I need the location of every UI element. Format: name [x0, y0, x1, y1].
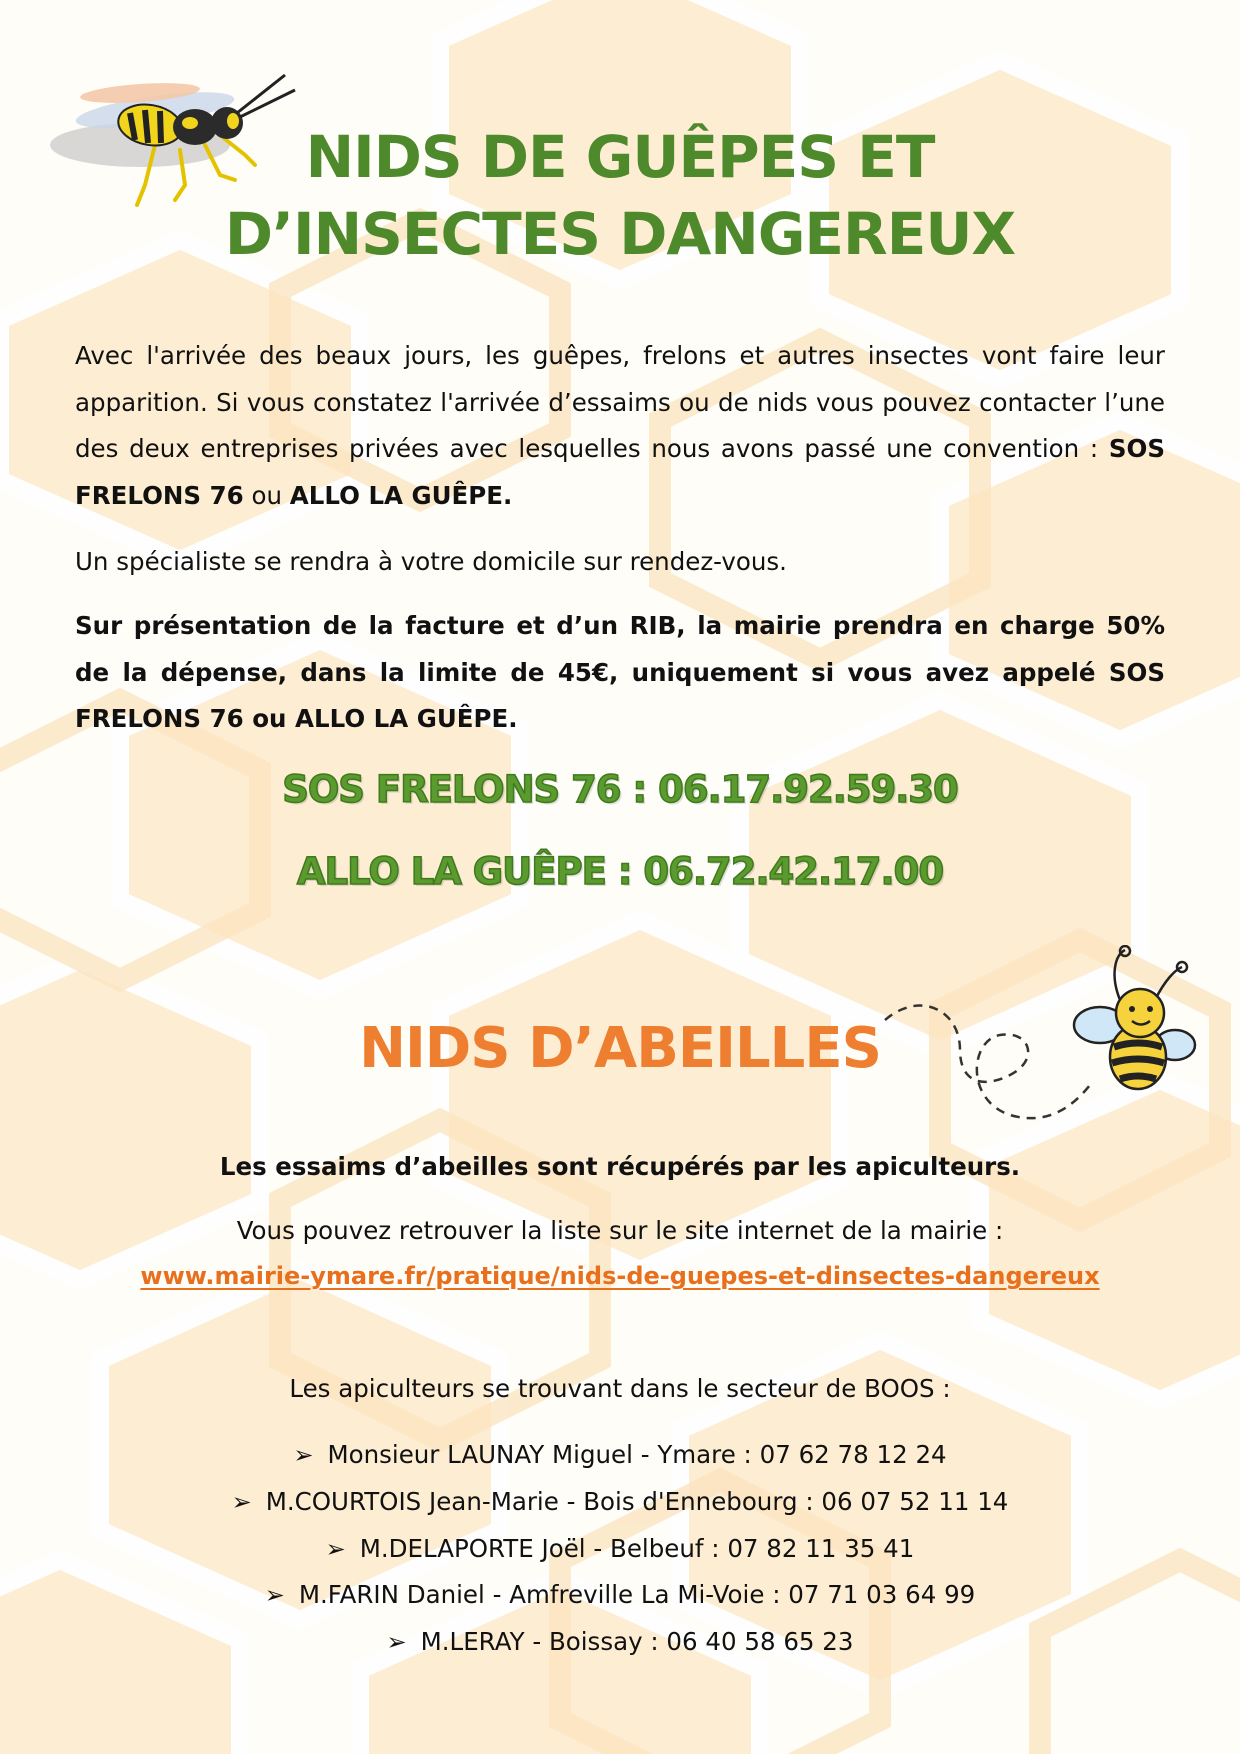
list-location-text: Vous pouvez retrouver la liste sur le site internet de la mairie : [236, 1216, 1004, 1245]
bee-flight-path-icon [860, 990, 1100, 1130]
list-item: ➢ M.FARIN Daniel - Amfreville La Mi-Voie : 07 71 03 64 99 [0, 1572, 1240, 1619]
payment-paragraph: Sur présentation de la facture et d’un RIB, la mairie prendra en charge 50% de la dépense, dans la limite de 45€, uniquement si vous avez appelé SOS FRELONS 76 ou ALLO LA GUÊPE. [75, 611, 1165, 733]
arrow-bullet-icon: ➢ [231, 1487, 252, 1516]
arrow-bullet-icon: ➢ [386, 1628, 407, 1657]
wasp-section-title-line2: D’INSECTES DANGEREUX [224, 200, 1016, 268]
beekeepers-list [0, 1432, 1240, 1666]
list-item: ➢ Monsieur LAUNAY Miguel - Ymare : 07 62 78 12 24 [0, 1432, 1240, 1479]
arrow-bullet-icon: ➢ [293, 1441, 314, 1469]
arrow-bullet-icon: ➢ [325, 1534, 346, 1563]
wasp-icon [45, 55, 315, 215]
bee-icon [1070, 945, 1200, 1095]
phone-allo-la-guepe: ALLO LA GUÊPE : 06.72.42.17.00 [296, 850, 944, 893]
arrow-bullet-icon: ➢ [264, 1581, 285, 1610]
list-item: ➢ M.LERAY - Boissay : 06 40 58 65 23 [0, 1619, 1240, 1666]
company-sos-frelons: SOS FRELONS 76 [75, 434, 1165, 510]
wasp-section-title-line1: NIDS DE GUÊPES ET [305, 123, 935, 191]
beekeepers-sector-heading: Les apiculteurs se trouvant dans le secteur de BOOS : [289, 1374, 951, 1403]
phone-sos-frelons: SOS FRELONS 76 : 06.17.92.59.30 [282, 768, 958, 811]
swarms-statement: Les essaims d’abeilles sont récupérés par les apiculteurs. [219, 1152, 1021, 1181]
list-item: ➢ M.DELAPORTE Joël - Belbeuf : 07 82 11 35 41 [0, 1526, 1240, 1573]
bee-section-title: NIDS D’ABEILLES [359, 1016, 881, 1081]
list-item: ➢ M.COURTOIS Jean-Marie - Bois d'Ennebourg : 06 07 52 11 14 [0, 1479, 1240, 1526]
company-allo-la-guepe: ALLO LA GUÊPE. [289, 480, 513, 510]
mairie-website-link[interactable]: www.mairie-ymare.fr/pratique/nids-de-guepes-et-dinsectes-dangereux [140, 1262, 1100, 1290]
specialist-paragraph: Un spécialiste se rendra à votre domicile sur rendez-vous. [75, 547, 787, 576]
intro-paragraph: Avec l'arrivée des beaux jours, les guêpes, frelons et autres insectes vont faire leur apparition. Si vous constatez l'arrivée d’essaims ou de nids vous pouvez contacter l’une des deux entreprises privées avec lesquelles nous avons passé une convention : SOS FRELONS 76 ou ALLO LA GUÊPE. [75, 341, 1165, 510]
